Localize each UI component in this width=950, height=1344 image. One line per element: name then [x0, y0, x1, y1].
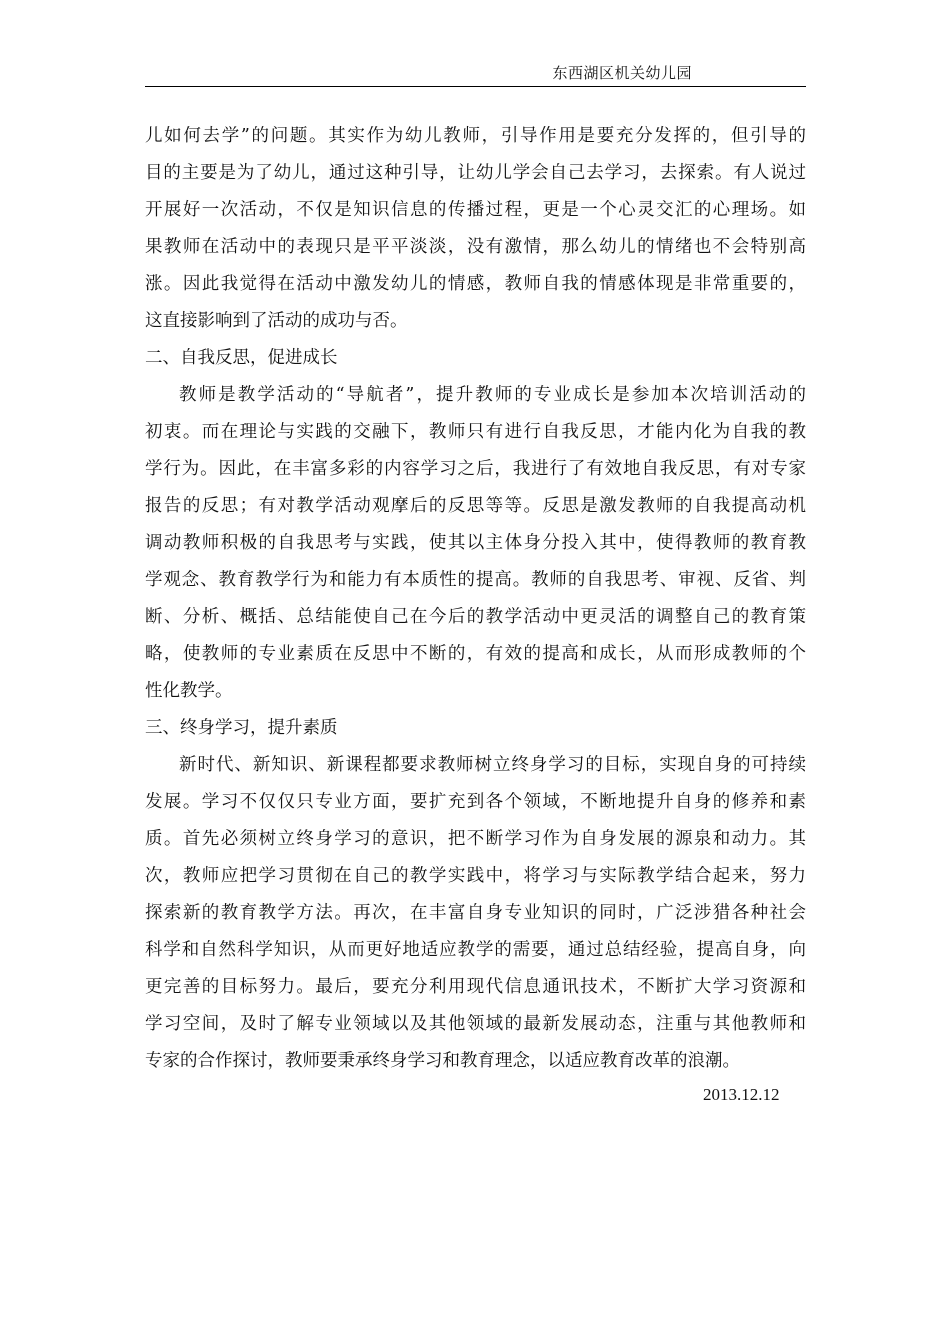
text-line: 涨。因此我觉得在活动中激发幼儿的情感，教师自我的情感体现是非常重要的， [145, 274, 806, 294]
text-line: 专家的合作探讨，教师要秉承终身学习和教育理念，以适应教育改革的浪潮。 [145, 1051, 740, 1071]
text-line: 果教师在活动中的表现只是平平淡淡，没有激情，那么幼儿的情绪也不会特别高 [145, 237, 806, 257]
text-line: 略，使教师的专业素质在反思中不断的，有效的提高和成长，从而形成教师的个 [145, 644, 806, 664]
text-line: 性化教学。 [145, 681, 233, 701]
section-heading: 二、自我反思，促进成长 [145, 348, 338, 368]
text-line: 这直接影响到了活动的成功与否。 [145, 311, 408, 331]
text-line: 目的主要是为了幼儿，通过这种引导，让幼儿学会自己去学习，去探索。有人说过 [145, 163, 806, 183]
text-line: 儿如何去学”的问题。其实作为幼儿教师，引导作用是要充分发挥的，但引导的 [145, 126, 806, 146]
text-line: 教师是教学活动的“导航者”，提升教师的专业成长是参加本次培训活动的 [179, 385, 806, 405]
page-header [145, 62, 806, 87]
text-line: 更完善的目标努力。最后，要充分利用现代信息通讯技术，不断扩大学习资源和 [145, 977, 806, 997]
section-heading: 三、终身学习，提升素质 [145, 718, 338, 738]
text-line: 断、分析、概括、总结能使自己在今后的教学活动中更灵活的调整自己的教育策 [145, 607, 806, 627]
text-line: 发展。学习不仅仅只专业方面，要扩充到各个领域，不断地提升自身的修养和素 [145, 792, 806, 812]
text-line: 学习空间，及时了解专业领域以及其他领域的最新发展动态，注重与其他教师和 [145, 1014, 806, 1034]
text-line: 初衷。而在理论与实践的交融下，教师只有进行自我反思，才能内化为自我的教 [145, 422, 806, 442]
text-line: 次，教师应把学习贯彻在自己的教学实践中，将学习与实际教学结合起来，努力 [145, 866, 806, 886]
text-line: 调动教师积极的自我思考与实践，使其以主体身分投入其中，使得教师的教育教 [145, 533, 806, 553]
text-line: 学行为。因此，在丰富多彩的内容学习之后，我进行了有效地自我反思，有对专家 [145, 459, 806, 479]
document-date: 2013.12.12 [703, 1085, 780, 1104]
text-line: 探索新的教育教学方法。再次，在丰富自身专业知识的同时，广泛涉猎各种社会 [145, 903, 806, 923]
text-line: 质。首先必须树立终身学习的意识，把不断学习作为自身发展的源泉和动力。其 [145, 829, 806, 849]
text-line: 报告的反思；有对教学活动观摩后的反思等等。反思是激发教师的自我提高动机 [145, 496, 806, 516]
text-line: 开展好一次活动，不仅是知识信息的传播过程，更是一个心灵交汇的心理场。如 [145, 200, 806, 220]
text-line: 学观念、教育教学行为和能力有本质性的提高。教师的自我思考、审视、反省、判 [145, 570, 806, 590]
header-title: 东西湖区机关幼儿园 [552, 64, 692, 82]
text-line: 科学和自然科学知识，从而更好地适应教学的需要，通过总结经验，提高自身，向 [145, 940, 806, 960]
text-line: 新时代、新知识、新课程都要求教师树立终身学习的目标，实现自身的可持续 [179, 755, 806, 775]
document-body [145, 118, 806, 1080]
